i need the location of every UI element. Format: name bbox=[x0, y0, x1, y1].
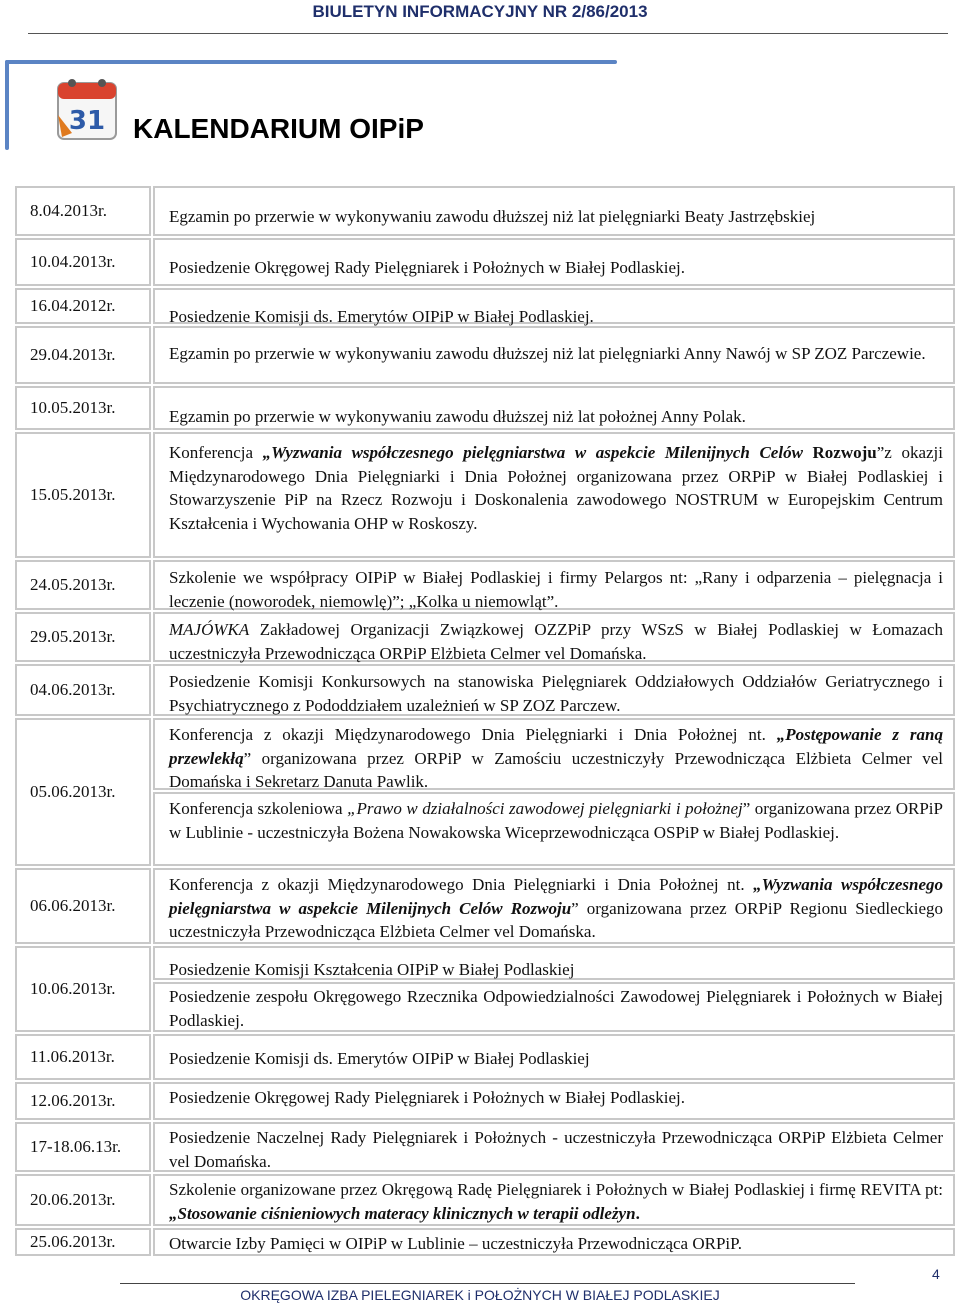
table-row-date: 04.06.2013r. bbox=[15, 664, 151, 716]
section-frame-left bbox=[5, 60, 9, 150]
table-row-date: 10.06.2013r. bbox=[15, 946, 151, 1032]
header-rule bbox=[28, 33, 948, 34]
table-row-text: Posiedzenie Komisji Konkursowych na stanowiska Pielęgniarek Oddziałowych Oddziałów Geriatrycznego i Psychiatrycznego z Pododdziałem uzależnień w SP ZOZ Parczew. bbox=[153, 664, 955, 716]
page-number: 4 bbox=[932, 1266, 940, 1282]
table-row-date: 17-18.06.13r. bbox=[15, 1122, 151, 1172]
table-row-text: Egzamin po przerwie w wykonywaniu zawodu dłuższej niż lat pielęgniarki Beaty Jastrzębskiej bbox=[153, 186, 955, 236]
table-row-date: 10.04.2013r. bbox=[15, 238, 151, 286]
table-row-date: 29.04.2013r. bbox=[15, 326, 151, 384]
table-row-date: 12.06.2013r. bbox=[15, 1082, 151, 1120]
table-row-text: Posiedzenie Komisji Kształcenia OIPiP w Białej Podlaskiej bbox=[153, 946, 955, 980]
table-row-text: Szkolenie we współpracy OIPiP w Białej Podlaskiej i firmy Pelargos nt: „Rany i odparzenia – pielęgnacja i leczenie (noworodek, niemowlę)”; „Kolka u niemowląt”. bbox=[153, 560, 955, 610]
section-frame-top bbox=[5, 60, 617, 64]
table-row-text: Konferencja szkoleniowa „Prawo w działalności zawodowej pielęgniarki i położnej” organizowana przez ORPiP w Lublinie - uczestniczyła Bożena Nowakowska Wiceprzewodnicząca OSPiP w Białej Podlaskiej. bbox=[153, 792, 955, 866]
table-row-text: Posiedzenie Okręgowej Rady Pielęgniarek i Położnych w Białej Podlaskiej. bbox=[153, 238, 955, 286]
table-row-text: Szkolenie organizowane przez Okręgową Radę Pielęgniarek i Położnych w Białej Podlaskiej i firmę REVITA pt: „Stosowanie ciśnieniowych materacy klinicznych w terapii odleżyn. bbox=[153, 1174, 955, 1226]
table-row-text: Posiedzenie Komisji ds. Emerytów OIPiP w Białej Podlaskiej bbox=[153, 1034, 955, 1080]
table-row-text: Egzamin po przerwie w wykonywaniu zawodu dłuższej niż lat pielęgniarki Anny Nawój w SP ZOZ Parczewie. bbox=[153, 326, 955, 384]
calendar-table bbox=[15, 186, 955, 1257]
table-row-date: 20.06.2013r. bbox=[15, 1174, 151, 1226]
table-row-text: Egzamin po przerwie w wykonywaniu zawodu dłuższej niż lat położnej Anny Polak. bbox=[153, 386, 955, 430]
footer-rule bbox=[120, 1283, 855, 1284]
footer-organization: OKRĘGOWA IZBA PIELEGNIAREK i POŁOŻNYCH W BIAŁEJ PODLASKIEJ bbox=[240, 1287, 720, 1303]
table-row-text: Konferencja z okazji Międzynarodowego Dnia Pielęgniarki i Dnia Położnej nt. „Wyzwania współczesnego pielęgniarstwa w aspekcie Milenijnych Celów Rozwoju” organizowana przez ORPiP Regionu Siedleckiego uczestniczyła Przewodnicząca Elżbieta Celmer vel Domańska. bbox=[153, 868, 955, 944]
table-row-text: Konferencja z okazji Międzynarodowego Dnia Pielęgniarki i Dnia Położnej nt. „Postępowanie z raną przewlekłą” organizowana przez ORPiP w Zamościu uczestniczyły Przewodnicząca Elżbieta Celmer vel Domańska i Sekretarz Danuta Pawlik. bbox=[153, 718, 955, 790]
table-row-text: MAJÓWKA Zakładowej Organizacji Związkowej OZZPiP przy WSzS w Białej Podlaskiej w Łomazach uczestniczyła Przewodnicząca ORPiP Elżbieta Celmer vel Domańska. bbox=[153, 612, 955, 662]
table-row-date: 10.05.2013r. bbox=[15, 386, 151, 430]
table-row-date: 15.05.2013r. bbox=[15, 432, 151, 558]
table-row-date: 24.05.2013r. bbox=[15, 560, 151, 610]
table-row-text: Posiedzenie zespołu Okręgowego Rzecznika Odpowiedzialności Zawodowej Pielęgniarek i Położnych w Białej Podlaskiej. bbox=[153, 982, 955, 1032]
table-row-date: 8.04.2013r. bbox=[15, 186, 151, 236]
table-row-text: Posiedzenie Okręgowej Rady Pielęgniarek i Położnych w Białej Podlaskiej. bbox=[153, 1082, 955, 1120]
table-row-text: Otwarcie Izby Pamięci w OIPiP w Lublinie – uczestniczyła Przewodnicząca ORPiP. bbox=[153, 1228, 955, 1256]
calendar-icon bbox=[52, 75, 122, 143]
table-row-date: 16.04.2012r. bbox=[15, 288, 151, 324]
page-title: KALENDARIUM OIPiP bbox=[133, 113, 424, 144]
table-row-text: Posiedzenie Komisji ds. Emerytów OIPiP w Białej Podlaskiej. bbox=[153, 288, 955, 324]
table-row-date: 06.06.2013r. bbox=[15, 868, 151, 944]
table-row-date: 05.06.2013r. bbox=[15, 718, 151, 866]
bulletin-header: BIULETYN INFORMACYJNY NR 2/86/2013 bbox=[312, 2, 648, 21]
table-row-date: 29.05.2013r. bbox=[15, 612, 151, 662]
table-row-date: 25.06.2013r. bbox=[15, 1228, 151, 1256]
table-row-text: Posiedzenie Naczelnej Rady Pielęgniarek i Położnych - uczestniczyła Przewodnicząca ORPiP Elżbieta Celmer vel Domańska. bbox=[153, 1122, 955, 1172]
calendar-day-number: 31 bbox=[68, 106, 106, 136]
table-row-text: Konferencja „Wyzwania współczesnego pielęgniarstwa w aspekcie Milenijnych Celów Rozwoju”z okazji Międzynarodowego Dnia Pielęgniarki i Dnia Położnej organizowana przez ORPiP w Białej Podlaskiej i Stowarzyszenie PiP na Rzecz Rozwoju i Doskonalenia zawodowego NOSTRUM w Europejskim Centrum Kształcenia i Wychowania OHP w Roskoszy. bbox=[153, 432, 955, 558]
table-row-date: 11.06.2013r. bbox=[15, 1034, 151, 1080]
